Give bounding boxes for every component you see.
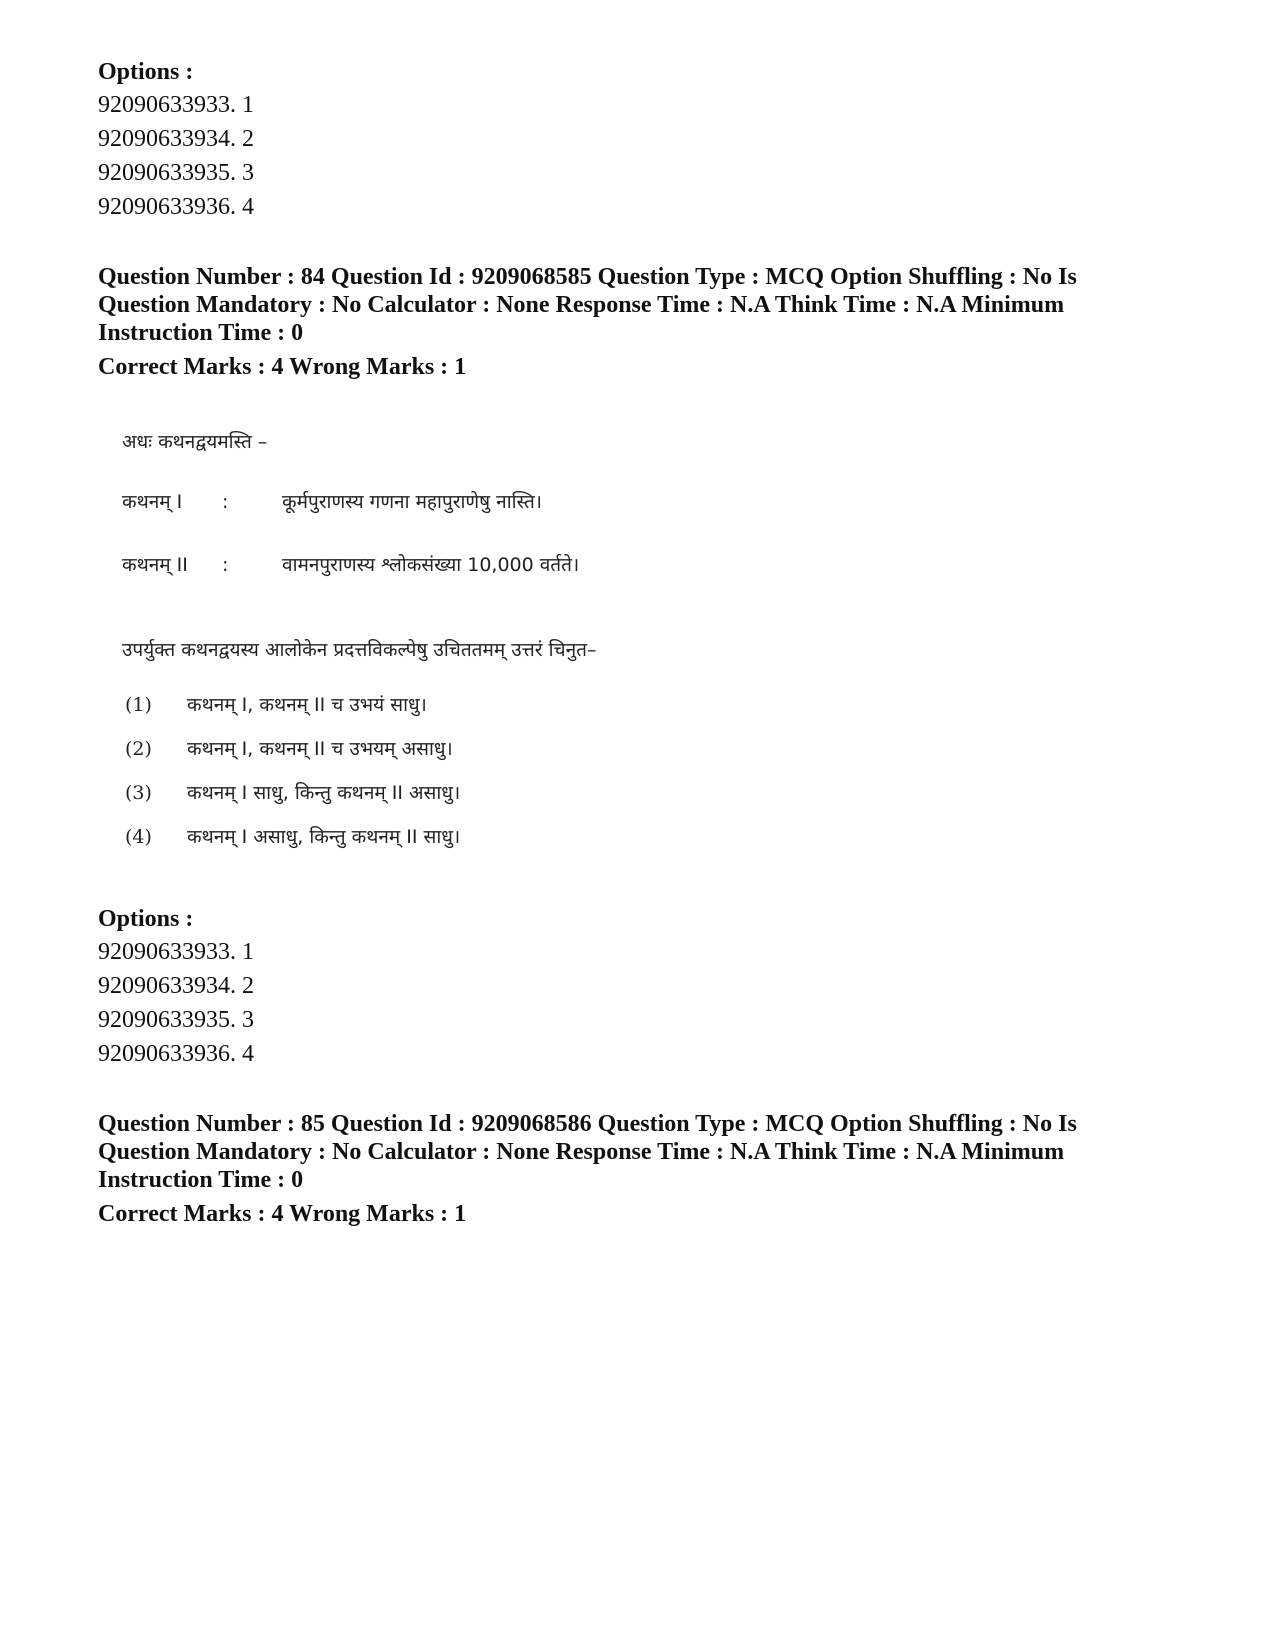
- choice-number: (1): [125, 694, 152, 716]
- question-intro: अधः कथनद्वयमस्ति –: [122, 431, 268, 453]
- question-prompt: उपर्युक्त कथनद्वयस्य आलोकेन प्रदत्तविकल्पेषु उचिततमम् उत्तरं चिनुत–: [122, 639, 597, 661]
- question-header-line: Question Mandatory : No Calculator : None Response Time : N.A Think Time : N.A Minimum: [98, 1139, 1065, 1165]
- choice-text: कथनम् I साधु, किन्तु कथनम् II असाधु।: [187, 782, 461, 804]
- choice-number: (2): [125, 738, 152, 760]
- options-label: Options :: [98, 906, 194, 932]
- question-header-line: Instruction Time : 0: [98, 320, 304, 346]
- choice-number: (4): [125, 826, 152, 848]
- options-label: Options :: [98, 59, 194, 85]
- question-84-options: [98, 905, 1158, 1071]
- question-header-line: Question Number : 85 Question Id : 9209068586 Question Type : MCQ Option Shuffling : No Is: [98, 1111, 1077, 1137]
- previous-question-options: [98, 58, 1158, 224]
- statement-1: [122, 488, 542, 514]
- marks-line: Correct Marks : 4 Wrong Marks : 1: [98, 1201, 467, 1227]
- statement-colon: :: [222, 554, 229, 576]
- statement-text: कूर्मपुराणस्य गणना महापुराणेषु नास्ति।: [282, 491, 542, 513]
- choice-3: [125, 779, 460, 805]
- option-item: 92090633934. 2: [98, 126, 254, 152]
- option-item: 92090633933. 1: [98, 92, 254, 118]
- statement-colon: :: [222, 491, 229, 513]
- statement-2: [122, 551, 579, 577]
- question-header-line: Question Mandatory : No Calculator : None Response Time : N.A Think Time : N.A Minimum: [98, 292, 1065, 318]
- choice-2: [125, 735, 453, 761]
- choice-1: [125, 691, 427, 717]
- option-item: 92090633936. 4: [98, 1041, 254, 1067]
- marks-line: Correct Marks : 4 Wrong Marks : 1: [98, 354, 467, 380]
- choice-4: [125, 823, 460, 849]
- option-item: 92090633933. 1: [98, 939, 254, 965]
- option-item: 92090633935. 3: [98, 1007, 254, 1033]
- question-header-line: Instruction Time : 0: [98, 1167, 304, 1193]
- choice-text: कथनम् I, कथनम् II च उभयं साधु।: [187, 694, 427, 716]
- question-84-image: [120, 418, 640, 878]
- choice-text: कथनम् I, कथनम् II च उभयम् असाधु।: [187, 738, 453, 760]
- choice-text: कथनम् I असाधु, किन्तु कथनम् II साधु।: [187, 826, 461, 848]
- statement-text: वामनपुराणस्य श्लोकसंख्या 10,000 वर्तते।: [282, 554, 580, 576]
- option-item: 92090633934. 2: [98, 973, 254, 999]
- question-85-header: [98, 1110, 1158, 1228]
- option-item: 92090633935. 3: [98, 160, 254, 186]
- statement-label: कथनम् II: [122, 554, 188, 576]
- question-84-header: [98, 263, 1158, 381]
- choice-number: (3): [125, 782, 152, 804]
- question-header-line: Question Number : 84 Question Id : 9209068585 Question Type : MCQ Option Shuffling : No Is: [98, 264, 1077, 290]
- statement-label: कथनम् I: [122, 491, 183, 513]
- option-item: 92090633936. 4: [98, 194, 254, 220]
